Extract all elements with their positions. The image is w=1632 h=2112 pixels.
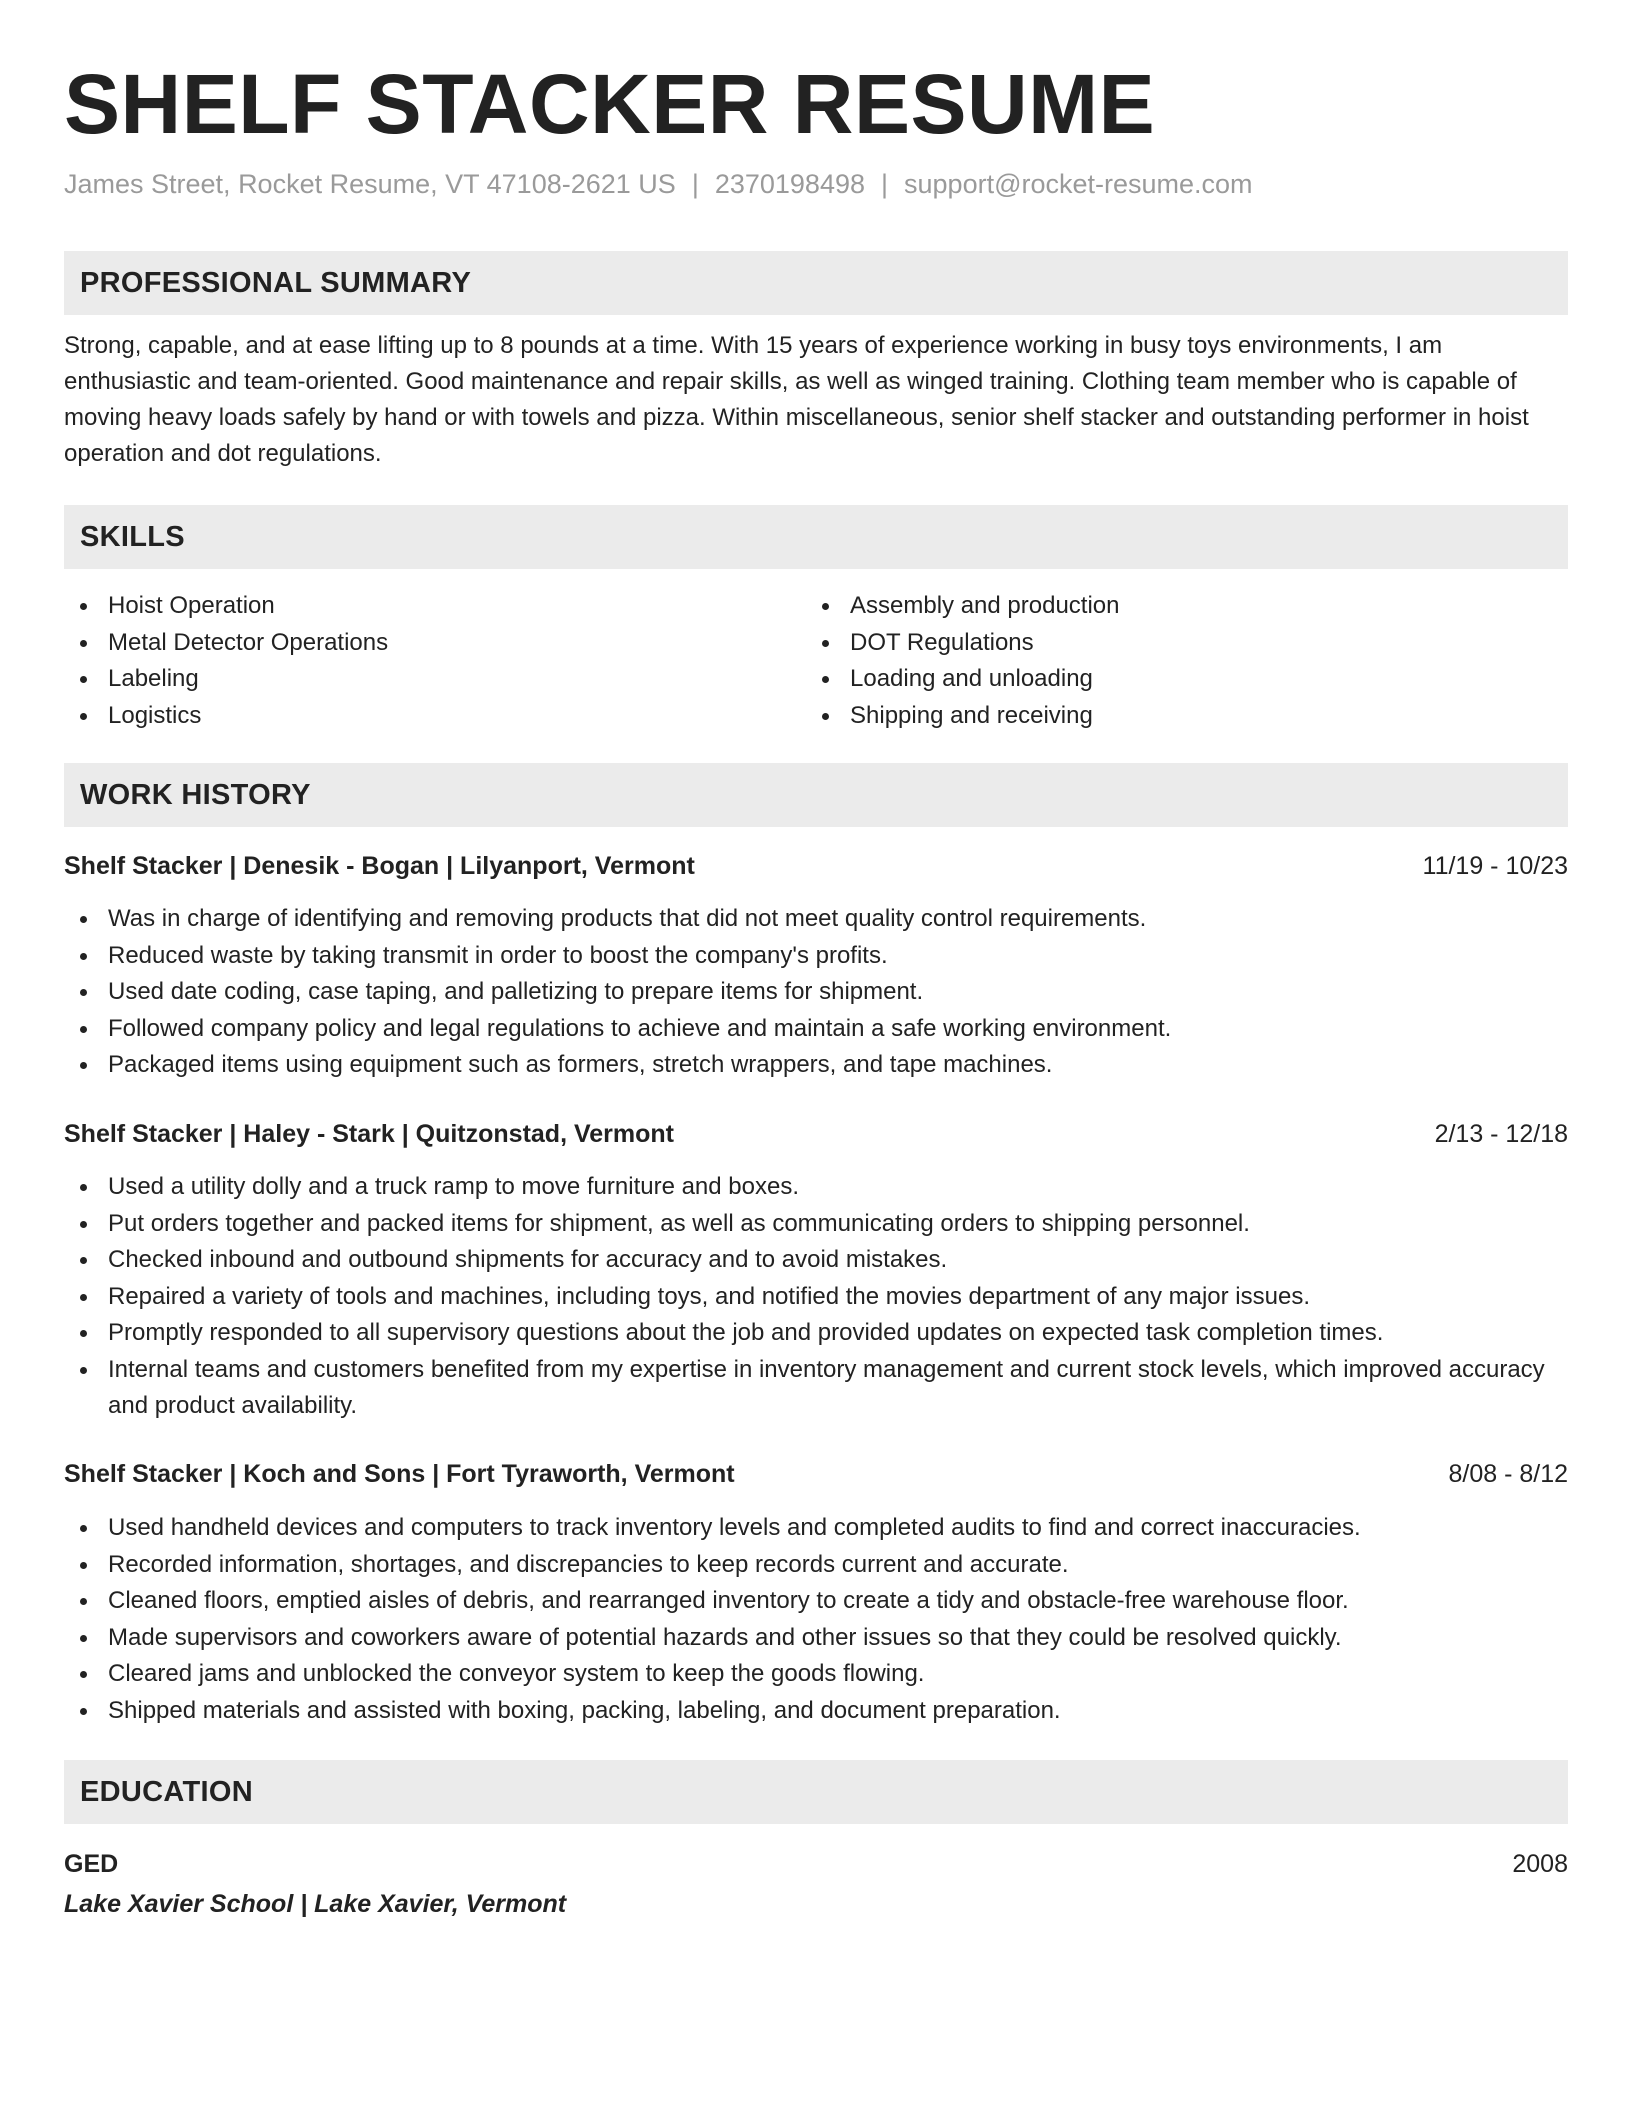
contact-email: support@rocket-resume.com: [904, 169, 1253, 199]
job-title: Shelf Stacker | Koch and Sons | Fort Tyraworth, Vermont: [64, 1460, 735, 1488]
duty-item: Internal teams and customers benefited from my expertise in inventory management and current stock levels, which improved accuracy and product availability.: [64, 1352, 1568, 1425]
summary-text: Strong, capable, and at ease lifting up to 8 pounds at a time. With 15 years of experience working in busy toys environments, I am enthusiastic and team-oriented. Good maintenance and repair skills, as well as winged training. Clothing team member who is capable of moving heavy loads safely by hand or with towels and pizza. Within miscellaneous, senior shelf stacker and outstanding performer in hoist operation and dot regulations.: [64, 332, 1529, 467]
duty-item: Was in charge of identifying and removing products that did not meet quality control requirements.: [64, 901, 1568, 938]
skills-heading: SKILLS: [80, 521, 185, 553]
skills-right-column: [806, 588, 1506, 734]
resume-title: SHELF STACKER RESUME: [64, 57, 1156, 151]
education-header: [64, 1846, 1568, 1882]
duty-item: Used handheld devices and computers to track inventory levels and completed audits to find and correct inaccuracies.: [64, 1510, 1568, 1547]
education-school: Lake Xavier School | Lake Xavier, Vermont: [64, 1890, 567, 1918]
duty-item: Cleared jams and unblocked the conveyor system to keep the goods flowing.: [64, 1656, 1568, 1693]
job-dates: 8/08 - 8/12: [1448, 1460, 1568, 1488]
duty-item: Put orders together and packed items for shipment, as well as communicating orders to shipping personnel.: [64, 1206, 1568, 1243]
job-duties: [64, 1510, 1568, 1729]
job-header: [64, 848, 1568, 884]
job-duties: [64, 1169, 1568, 1425]
skill-item: Logistics: [64, 698, 764, 735]
job-header: [64, 1116, 1568, 1152]
skill-item: Assembly and production: [806, 588, 1506, 625]
duty-item: Recorded information, shortages, and discrepancies to keep records current and accurate.: [64, 1547, 1568, 1584]
job-duties-list: [64, 1169, 1568, 1425]
duty-item: Checked inbound and outbound shipments for accuracy and to avoid mistakes.: [64, 1242, 1568, 1279]
duty-item: Reduced waste by taking transmit in order to boost the company's profits.: [64, 938, 1568, 975]
contact-separator: |: [691, 169, 699, 199]
skill-item: Hoist Operation: [64, 588, 764, 625]
job-title: Shelf Stacker | Haley - Stark | Quitzonstad, Vermont: [64, 1120, 674, 1148]
duty-item: Followed company policy and legal regulations to achieve and maintain a safe working environment.: [64, 1011, 1568, 1048]
skill-item: Loading and unloading: [806, 661, 1506, 698]
duty-item: Made supervisors and coworkers aware of potential hazards and other issues so that they could be resolved quickly.: [64, 1620, 1568, 1657]
work-heading: WORK HISTORY: [80, 779, 311, 811]
duty-item: Promptly responded to all supervisory questions about the job and provided updates on expected task completion times.: [64, 1315, 1568, 1352]
skills-left-list: [64, 588, 764, 734]
contact-phone: 2370198498: [714, 169, 865, 199]
job-duties-list: [64, 1510, 1568, 1729]
skills-section-header: [64, 505, 1568, 569]
skill-item: Shipping and receiving: [806, 698, 1506, 735]
job-title: Shelf Stacker | Denesik - Bogan | Lilyanport, Vermont: [64, 852, 695, 880]
skills-left-column: [64, 588, 764, 734]
duty-item: Used a utility dolly and a truck ramp to move furniture and boxes.: [64, 1169, 1568, 1206]
duty-item: Shipped materials and assisted with boxing, packing, labeling, and document preparation.: [64, 1693, 1568, 1730]
skill-item: DOT Regulations: [806, 625, 1506, 662]
education-year: 2008: [1512, 1850, 1568, 1878]
duty-item: Cleaned floors, emptied aisles of debris, and rearranged inventory to create a tidy and obstacle-free warehouse floor.: [64, 1583, 1568, 1620]
contact-separator: |: [881, 169, 889, 199]
contact-address: James Street, Rocket Resume, VT 47108-2621 US: [64, 169, 676, 199]
skills-right-list: [806, 588, 1506, 734]
duty-item: Repaired a variety of tools and machines, including toys, and notified the movies department of any major issues.: [64, 1279, 1568, 1316]
duty-item: Packaged items using equipment such as formers, stretch wrappers, and tape machines.: [64, 1047, 1568, 1084]
job-dates: 2/13 - 12/18: [1434, 1120, 1568, 1148]
education-heading: EDUCATION: [80, 1776, 253, 1808]
job-header: [64, 1456, 1568, 1492]
skill-item: Labeling: [64, 661, 764, 698]
education-section-header: [64, 1760, 1568, 1824]
job-duties-list: [64, 901, 1568, 1084]
summary-section-header: [64, 251, 1568, 315]
job-dates: 11/19 - 10/23: [1422, 852, 1568, 880]
duty-item: Used date coding, case taping, and palletizing to prepare items for shipment.: [64, 974, 1568, 1011]
education-degree: GED: [64, 1850, 119, 1878]
job-duties: [64, 901, 1568, 1084]
work-section-header: [64, 763, 1568, 827]
skill-item: Metal Detector Operations: [64, 625, 764, 662]
summary-heading: PROFESSIONAL SUMMARY: [80, 267, 472, 299]
contact-line: [64, 166, 1253, 202]
